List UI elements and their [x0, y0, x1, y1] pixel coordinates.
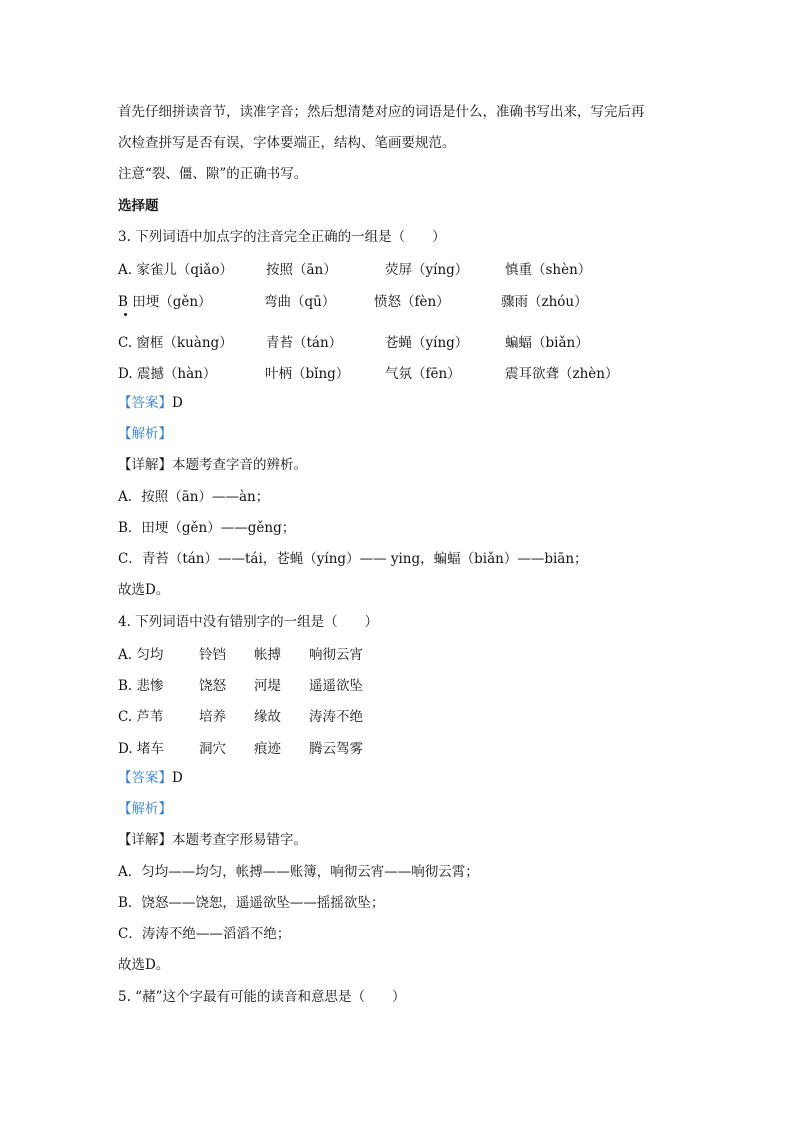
q3-option-row-c — [118, 331, 718, 351]
q4-option-d-4: 腾云驾雾 — [309, 741, 363, 757]
q4-option-c-1: C. 芦苇 — [118, 709, 164, 725]
q4-option-c-3: 缘故 — [254, 709, 281, 725]
q4-explanation-b: B．饶怒——饶恕，遥遥欲坠——摇摇欲坠； — [118, 895, 385, 911]
q4-option-b-3: 河堤 — [254, 678, 281, 694]
q4-explanation-c: C．涛涛不绝——滔滔不绝； — [118, 926, 291, 942]
q3-option-a-1: A. 家雀儿（qiǎo） — [118, 262, 233, 278]
q3-explanation-b: B．田埂（gěn）——gěng； — [118, 520, 296, 536]
q3-question: 3. 下列词语中加点字的注音完全正确的一组是（ ） — [118, 229, 446, 245]
q3-option-b-4: 骤雨（zhóu） — [501, 294, 588, 310]
q4-answer-tag: 【答案】 — [118, 770, 172, 786]
q3-option-row-d — [118, 362, 718, 382]
q3-option-c-2: 青苔（tán） — [266, 335, 343, 351]
q3-option-c-1: C. 窗框（kuàng） — [118, 335, 233, 351]
q3-option-d-1: D. 震撼（hàn） — [118, 366, 217, 382]
q3-option-b-3: 愤怒（fèn） — [374, 294, 450, 310]
q4-explanation-a: A．匀均——均匀，帐搏——账簿，响彻云宵——响彻云霄； — [118, 864, 479, 880]
q4-answer — [118, 768, 183, 788]
q3-answer-tag: 【答案】 — [118, 395, 172, 411]
q3-analysis-tag: 【解析】 — [118, 426, 172, 442]
q3-explanation-a: A．按照（ān）——àn； — [118, 489, 270, 505]
q3-option-c-4: 蝙蝠（biǎn） — [505, 335, 589, 351]
q3-option-row-b — [118, 290, 718, 310]
q3-detail: 【详解】本题考查字音的辨析。 — [118, 457, 307, 473]
emphasis-dot — [124, 313, 127, 316]
q4-option-row-a — [118, 643, 718, 663]
q4-analysis-tag: 【解析】 — [118, 801, 172, 817]
q3-option-d-4: 震耳欲聋（zhèn） — [505, 366, 619, 382]
q4-conclusion: 故选D。 — [118, 957, 170, 973]
q3-option-c-3: 苍蝇（yíng） — [385, 335, 469, 351]
q4-option-c-2: 培养 — [199, 709, 226, 725]
intro-line-3: 注意“裂、僵、隙”的正确书写。 — [118, 166, 308, 182]
q3-option-row-a — [118, 258, 718, 278]
q4-option-d-1: D. 堵车 — [118, 741, 164, 757]
intro-line-2: 次检查拼写是否有误，字体要端正，结构、笔画要规范。 — [118, 135, 456, 151]
q3-conclusion: 故选D。 — [118, 582, 170, 598]
q4-option-row-b — [118, 674, 718, 694]
q4-option-row-c — [118, 705, 718, 725]
q4-option-b-2: 饶怒 — [199, 678, 226, 694]
q3-option-a-4: 慎重（shèn） — [505, 262, 592, 278]
q3-option-d-2: 叶柄（bǐng） — [265, 366, 350, 382]
q4-option-d-2: 洞穴 — [199, 741, 226, 757]
q3-option-b-1: B 田埂（gěn） — [118, 294, 212, 310]
section-title: 选择题 — [118, 198, 159, 214]
q3-explanation-c: C．青苔（tán）——tái，苍蝇（yíng）—— ying，蝙蝠（biǎn）——biān； — [118, 551, 588, 567]
q4-option-c-4: 涛涛不绝 — [309, 709, 363, 725]
q3-answer — [118, 393, 183, 413]
q3-option-a-2: 按照（ān） — [266, 262, 337, 278]
q4-option-d-3: 痕迹 — [254, 741, 281, 757]
q3-option-a-3: 荧屏（yíng） — [385, 262, 469, 278]
q4-option-a-4: 响彻云宵 — [309, 647, 363, 663]
q4-answer-value: D — [172, 770, 183, 786]
q4-option-b-1: B. 悲惨 — [118, 678, 164, 694]
q3-option-d-3: 气氛（fēn） — [385, 366, 461, 382]
q4-detail: 【详解】本题考查字形易错字。 — [118, 832, 307, 848]
q3-answer-value: D — [172, 395, 183, 411]
q4-question: 4. 下列词语中没有错别字的一组是（ ） — [118, 614, 379, 630]
q4-option-a-2: 铃铛 — [199, 647, 226, 663]
q4-option-row-d — [118, 737, 718, 757]
q3-option-b-2: 弯曲（qū） — [264, 294, 336, 310]
intro-line-1: 首先仔细拼读音节，读准字音；然后想清楚对应的词语是什么，准确书写出来，写完后再 — [118, 104, 645, 120]
q4-option-a-3: 帐搏 — [254, 647, 281, 663]
q4-option-a-1: A. 匀均 — [118, 647, 164, 663]
q4-option-b-4: 遥遥欲坠 — [309, 678, 363, 694]
q5-question: 5. “赭”这个字最有可能的读音和意思是（ ） — [118, 989, 406, 1005]
